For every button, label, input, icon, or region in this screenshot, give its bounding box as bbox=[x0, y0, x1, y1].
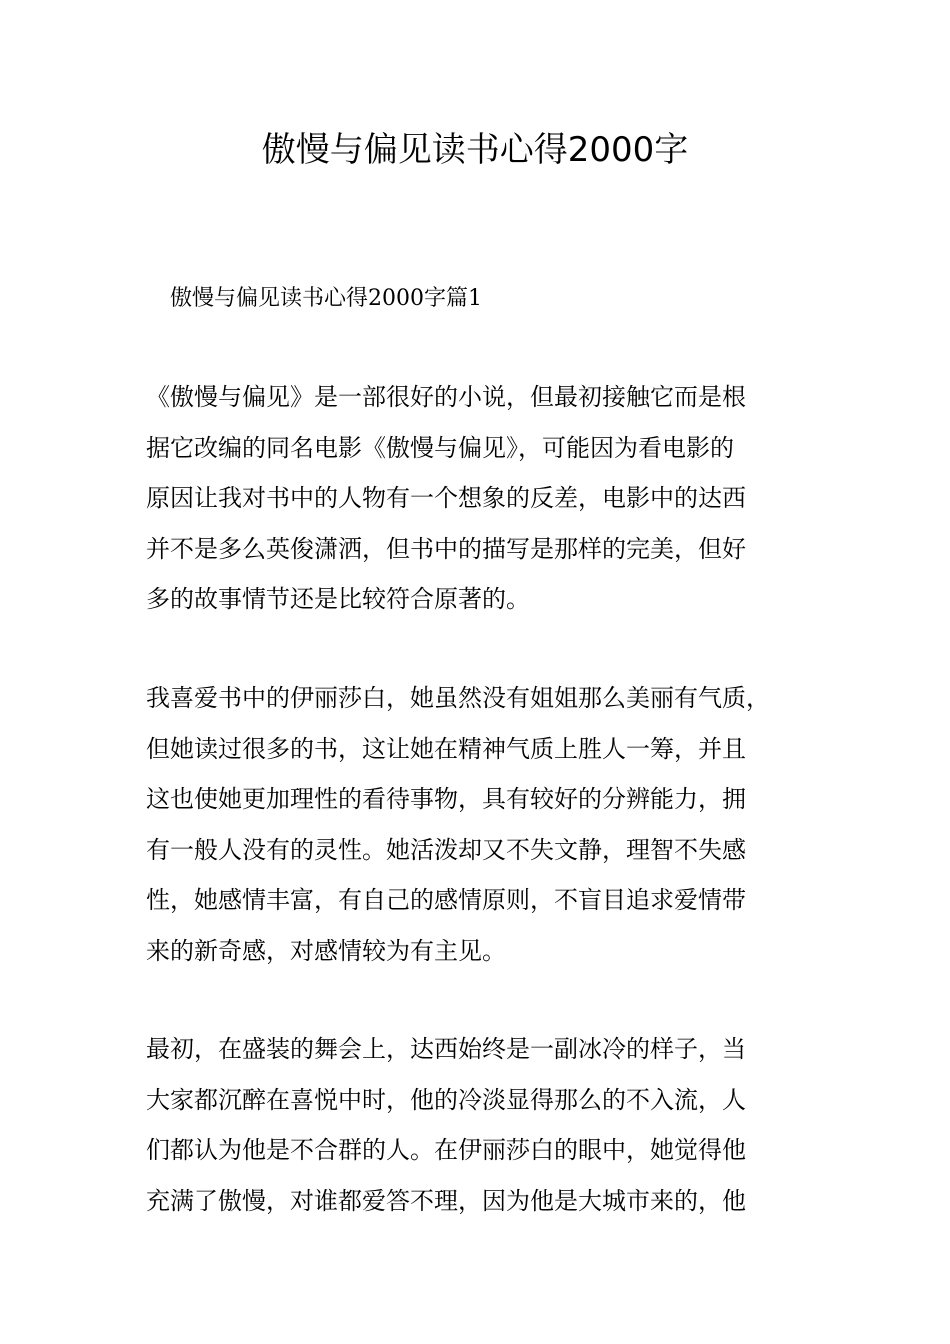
paragraph-line: 多的故事情节还是比较符合原著的。 bbox=[146, 585, 530, 613]
paragraph-1 bbox=[146, 372, 836, 625]
paragraph-line: 充满了傲慢，对谁都爱答不理，因为他是大城市来的，他 bbox=[146, 1186, 746, 1215]
document-title: 傲慢与偏见读书心得2000字 bbox=[261, 130, 689, 170]
paragraph-line: 性，她感情丰富，有自己的感情原则，不盲目追求爱情带 bbox=[146, 886, 746, 914]
paragraph-line: 《傲慢与偏见》是一部很好的小说，但最初接触它而是根 bbox=[146, 383, 746, 411]
paragraph-line: 但她读过很多的书，这让她在精神气质上胜人一筹，并且 bbox=[146, 734, 746, 763]
paragraph-line: 来的新奇感，对感情较为有主见。 bbox=[146, 936, 506, 965]
paragraph-line: 并不是多么英俊潇洒，但书中的描写是那样的完美，但好 bbox=[146, 534, 746, 563]
paragraph-line: 据它改编的同名电影《傲慢与偏见》，可能因为看电影的 bbox=[146, 433, 734, 462]
paragraph-line: 大家都沉醉在喜悦中时，他的冷淡显得那么的不入流，人 bbox=[146, 1085, 746, 1114]
paragraph-line: 们都认为他是不合群的人。在伊丽莎白的眼中，她觉得他 bbox=[146, 1136, 746, 1164]
paragraph-line: 最初，在盛装的舞会上，达西始终是一副冰冷的样子，当 bbox=[146, 1035, 746, 1063]
paragraph-2 bbox=[146, 673, 836, 976]
paragraph-line: 我喜爱书中的伊丽莎白，她虽然没有姐姐那么美丽有气质， bbox=[146, 684, 770, 712]
section-heading: 傲慢与偏见读书心得2000字篇1 bbox=[170, 286, 482, 311]
paragraph-line: 原因让我对书中的人物有一个想象的反差，电影中的达西 bbox=[146, 484, 746, 512]
paragraph-line: 有一般人没有的灵性。她活泼却又不失文静，理智不失感 bbox=[146, 835, 746, 864]
paragraph-line: 这也使她更加理性的看待事物，具有较好的分辨能力，拥 bbox=[146, 785, 746, 813]
paragraph-3 bbox=[146, 1024, 836, 1226]
